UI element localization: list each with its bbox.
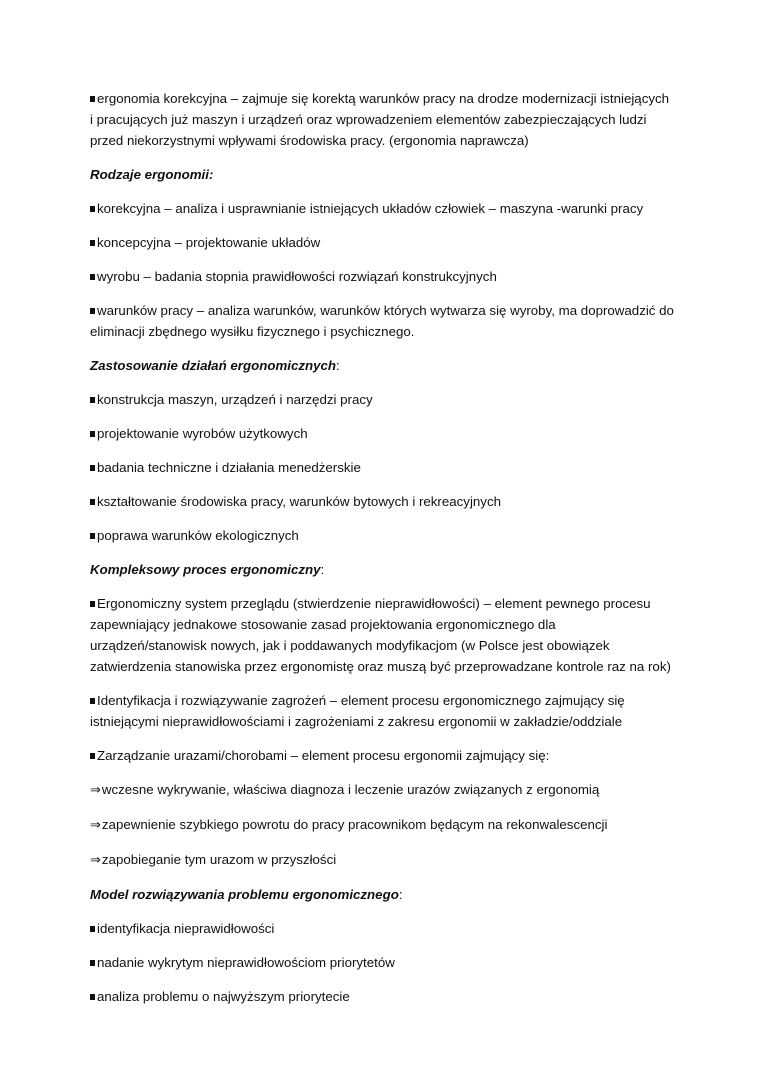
bullet-item <box>90 745 675 766</box>
bullet-item <box>90 690 675 732</box>
bullet-item <box>90 198 675 219</box>
section-heading-text: Kompleksowy proces ergonomiczny <box>90 562 321 577</box>
square-bullet-icon <box>90 533 95 539</box>
item-text: konstrukcja maszyn, urządzeń i narzędzi pracy <box>97 392 373 407</box>
arrow-item <box>90 779 675 801</box>
item-text: Identyfikacja i rozwiązywanie zagrożeń – element procesu ergonomicznego zajmujący się istniejącymi nieprawidłowościami i zagrożeniami z zakresu ergonomii w zakładzie/oddziale <box>90 693 625 729</box>
item-text: korekcyjna – analiza i usprawnianie istniejących układów człowiek – maszyna -warunki pracy <box>97 201 644 216</box>
square-bullet-icon <box>90 698 95 704</box>
section-heading <box>90 559 675 580</box>
square-bullet-icon <box>90 96 95 102</box>
section-heading <box>90 164 675 185</box>
square-bullet-icon <box>90 601 95 607</box>
item-text: projektowanie wyrobów użytkowych <box>97 426 308 441</box>
item-text: zapewnienie szybkiego powrotu do pracy pracownikom będącym na rekonwalescencji <box>101 817 608 832</box>
square-bullet-icon <box>90 397 95 403</box>
square-bullet-icon <box>90 240 95 246</box>
item-text: zapobieganie tym urazom w przyszłości <box>101 852 337 867</box>
section-heading-text: Model rozwiązywania problemu ergonomicznego <box>90 887 399 902</box>
square-bullet-icon <box>90 308 95 314</box>
item-text: wczesne wykrywanie, właściwa diagnoza i leczenie urazów związanych z ergonomią <box>101 782 600 797</box>
square-bullet-icon <box>90 960 95 966</box>
section-heading-suffix: : <box>336 358 340 373</box>
item-text: koncepcyjna – projektowanie układów <box>97 235 321 250</box>
bullet-item <box>90 491 675 512</box>
item-text: poprawa warunków ekologicznych <box>97 528 299 543</box>
item-text: identyfikacja nieprawidłowości <box>97 921 275 936</box>
bullet-item <box>90 266 675 287</box>
square-bullet-icon <box>90 465 95 471</box>
item-text: nadanie wykrytym nieprawidłowościom priorytetów <box>97 955 395 970</box>
section-heading-text: Zastosowanie działań ergonomicznych <box>90 358 337 373</box>
square-bullet-icon <box>90 431 95 437</box>
bullet-item <box>90 300 675 342</box>
bullet-item <box>90 986 675 1007</box>
double-arrow-icon: ⇒ <box>90 783 101 798</box>
arrow-item <box>90 849 675 871</box>
item-text: ergonomia korekcyjna – zajmuje się korektą warunków pracy na drodze modernizacji istniejących i pracujących już maszyn i urządzeń oraz wprowadzeniem elementów zabezpieczających ludzi przed niekorzystnymi wpływami środowiska pracy. (ergonomia naprawcza) <box>90 91 670 148</box>
item-text: kształtowanie środowiska pracy, warunków bytowych i rekreacyjnych <box>97 494 501 509</box>
section-heading-suffix: : <box>398 887 403 902</box>
item-text: wyrobu – badania stopnia prawidłowości rozwiązań konstrukcyjnych <box>97 269 497 284</box>
double-arrow-icon: ⇒ <box>90 818 101 833</box>
bullet-item <box>90 389 675 410</box>
bullet-item <box>90 952 675 973</box>
bullet-item <box>90 918 675 939</box>
item-text: badania techniczne i działania menedżerskie <box>97 460 361 475</box>
square-bullet-icon <box>90 994 95 1000</box>
item-text: Zarządzanie urazami/chorobami – element procesu ergonomii zajmujący się: <box>97 748 550 763</box>
section-heading-suffix: : <box>320 562 325 577</box>
bullet-item <box>90 525 675 546</box>
document-page <box>90 88 675 1020</box>
item-text: analiza problemu o najwyższym priorytecie <box>97 989 350 1004</box>
square-bullet-icon <box>90 499 95 505</box>
bullet-item <box>90 457 675 478</box>
section-heading-text: Rodzaje ergonomii: <box>90 167 214 182</box>
item-text: warunków pracy – analiza warunków, warunków których wytwarza się wyroby, ma doprowadzić do eliminacji zbędnego wysiłku fizycznego i psychicznego. <box>90 303 674 339</box>
square-bullet-icon <box>90 753 95 759</box>
bullet-item <box>90 88 675 151</box>
double-arrow-icon: ⇒ <box>90 853 101 868</box>
section-heading <box>90 355 675 376</box>
bullet-item <box>90 593 675 677</box>
bullet-item <box>90 232 675 253</box>
section-heading <box>90 884 675 905</box>
item-text: Ergonomiczny system przeglądu (stwierdzenie nieprawidłowości) – element pewnego procesu zapewniający jednakowe stosowanie zasad projektowania ergonomicznego dla urządzeń/stanowisk nowych, jak i poddawanych modyfikacjom (w Polsce jest obowiązek zatwierdzenia stanowiska przez ergonomistę oraz muszą być przeprowadzane kontrole raz na rok) <box>90 596 671 674</box>
square-bullet-icon <box>90 274 95 280</box>
arrow-item <box>90 814 675 836</box>
square-bullet-icon <box>90 206 95 212</box>
square-bullet-icon <box>90 926 95 932</box>
bullet-item <box>90 423 675 444</box>
